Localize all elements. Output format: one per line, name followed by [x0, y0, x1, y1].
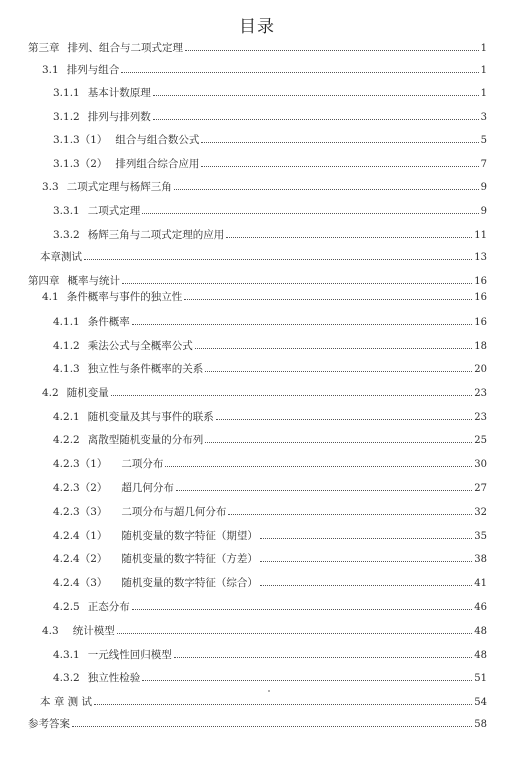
toc-entry-number: 4.2.2: [53, 434, 80, 446]
toc-entry-label: 随机变量及其与事件的联系: [87, 411, 214, 423]
toc-entry-number: 4.2.3（2）: [53, 482, 108, 494]
toc-leader-dots: [195, 348, 473, 349]
toc-entry-number: 第四章: [28, 275, 60, 287]
toc-entry-4-2-3-3[interactable]: [53, 505, 487, 520]
toc-entry-number: 4.2.4（1）: [53, 530, 108, 542]
toc-leader-dots: [201, 142, 478, 143]
toc-entry-label: 组合与组合数公式: [115, 134, 200, 146]
toc-page-number: 32: [474, 507, 487, 518]
page-title: 目录: [239, 17, 275, 37]
toc-entry-label: 独立性与条件概率的关系: [87, 363, 204, 375]
toc-leader-dots: [132, 609, 473, 610]
toc-entry-label: 排列与组合: [66, 64, 120, 76]
toc-leader-dots: [121, 72, 478, 73]
toc-page-number: 5: [480, 135, 487, 146]
toc-entry-number: 4.2.4（3）: [53, 577, 108, 589]
toc-leader-dots: [216, 419, 473, 420]
toc-entry-label: 参考答案: [28, 718, 70, 730]
toc-page-number: 41: [474, 578, 487, 589]
toc-entry-number: 3.1.2: [53, 111, 80, 123]
toc-entry-chapter-4[interactable]: [28, 274, 487, 289]
toc-entry-number: 4.2.4（2）: [53, 553, 108, 565]
toc-page-number: 3: [480, 112, 487, 123]
toc-entry-label: 本 章 测 试: [40, 696, 93, 708]
toc-page-number: 38: [474, 554, 487, 565]
toc-entry-4-2-3-1[interactable]: [53, 457, 487, 472]
toc-entry-4-1[interactable]: [42, 290, 487, 305]
toc-leader-dots: [122, 283, 472, 284]
toc-entry-label: 统计模型: [72, 625, 115, 637]
toc-entry-chapter-4-test[interactable]: [40, 695, 487, 710]
toc-entry-4-2[interactable]: [42, 386, 487, 401]
toc-entry-label: 随机变量: [66, 387, 109, 399]
toc-entry-label: 本章测试: [40, 251, 82, 263]
toc-entry-label: 概率与统计: [67, 275, 120, 287]
toc-entry-label: 随机变量的数字特征（综合）: [121, 577, 258, 589]
toc-entry-4-2-4-2[interactable]: [53, 552, 487, 567]
toc-page-number: 16: [474, 317, 487, 328]
toc-entry-3-1-3-1[interactable]: [53, 133, 487, 148]
toc-entry-label: 一元线性回归模型: [87, 649, 172, 661]
toc-entry-label: 超几何分布: [121, 482, 174, 494]
toc-entry-4-2-2[interactable]: [53, 433, 487, 448]
toc-page-number: 25: [474, 435, 487, 446]
toc-entry-4-3[interactable]: [42, 624, 487, 639]
toc-leader-dots: [153, 119, 479, 120]
toc-leader-dots: [176, 490, 472, 491]
toc-leader-dots: [184, 299, 472, 300]
toc-leader-dots: [226, 237, 472, 238]
toc-entry-label: 排列与排列数: [87, 111, 151, 123]
toc-page-number: 9: [480, 182, 487, 193]
toc-page-number: 23: [474, 412, 487, 423]
toc-page-number: 1: [480, 65, 487, 76]
toc-entry-number: 第三章: [28, 42, 60, 54]
toc-entry-number: 4.3.2: [53, 672, 80, 684]
toc-entry-4-2-3-2[interactable]: [53, 481, 487, 496]
toc-page-number: 9: [480, 206, 487, 217]
toc-leader-dots: [205, 442, 472, 443]
toc-entry-number: 4.2.5: [53, 601, 80, 613]
toc-entry-number: 4.3: [42, 625, 59, 637]
toc-entry-label: 排列、组合与二项式定理: [67, 42, 183, 54]
toc-entry-3-3-1[interactable]: [53, 204, 487, 219]
toc-entry-label: 随机变量的数字特征（期望）: [121, 530, 258, 542]
toc-leader-dots: [111, 395, 473, 396]
scan-speck: [268, 690, 270, 692]
toc-entry-4-1-1[interactable]: [53, 315, 487, 330]
toc-page-number: 35: [474, 531, 487, 542]
toc-entry-number: 4.2.3（3）: [53, 506, 108, 518]
toc-leader-dots: [260, 585, 472, 586]
toc-leader-dots: [132, 324, 473, 325]
toc-entry-3-1[interactable]: [42, 63, 487, 78]
toc-page-number: 11: [474, 230, 487, 241]
toc-entry-3-1-2[interactable]: [53, 110, 487, 125]
toc-entry-number: 4.2.1: [53, 411, 80, 423]
toc-entry-label: 二项式定理与杨辉三角: [66, 181, 172, 193]
toc-entry-label: 随机变量的数字特征（方差）: [121, 553, 258, 565]
toc-entry-label: 基本计数原理: [87, 87, 151, 99]
toc-page-number: 48: [474, 650, 487, 661]
toc-entry-3-1-1[interactable]: [53, 86, 487, 101]
toc-entry-4-2-4-3[interactable]: [53, 576, 487, 591]
toc-page-number: 54: [474, 697, 487, 708]
toc-entry-answers[interactable]: [28, 717, 487, 732]
toc-leader-dots: [142, 213, 478, 214]
toc-leader-dots: [165, 466, 472, 467]
toc-entry-4-3-1[interactable]: [53, 648, 487, 663]
toc-entry-3-1-3-2[interactable]: [53, 157, 487, 172]
toc-entry-label: 独立性检验: [87, 672, 141, 684]
toc-page-number: 18: [474, 341, 487, 352]
toc-entry-4-2-1[interactable]: [53, 410, 487, 425]
toc-page-number: 51: [474, 673, 487, 684]
toc-entry-number: 3.1.1: [53, 87, 80, 99]
toc-entry-3-3-2[interactable]: [53, 228, 487, 243]
toc-leader-dots: [205, 371, 472, 372]
toc-leader-dots: [174, 657, 473, 658]
toc-entry-number: 3.1.3（2）: [53, 158, 108, 170]
toc-entry-label: 杨辉三角与二项式定理的应用: [87, 229, 225, 241]
toc-entry-number: 4.2: [42, 387, 59, 399]
toc-entry-label: 正态分布: [87, 601, 130, 613]
toc-page-number: 23: [474, 388, 487, 399]
toc-entry-label: 乘法公式与全概率公式: [87, 340, 193, 352]
toc-entry-number: 4.1: [42, 291, 59, 303]
toc-leader-dots: [117, 633, 473, 634]
toc-page-number: 48: [474, 626, 487, 637]
toc-entry-4-2-5[interactable]: [53, 600, 487, 615]
toc-leader-dots: [260, 538, 472, 539]
toc-entry-number: 4.2.3（1）: [53, 458, 108, 470]
toc-leader-dots: [174, 189, 479, 190]
toc-entry-number: 4.3.1: [53, 649, 80, 661]
toc-entry-3-3[interactable]: [42, 180, 487, 195]
toc-leader-dots: [72, 726, 472, 727]
toc-page-number: 1: [480, 43, 487, 54]
toc-leader-dots: [84, 259, 472, 260]
toc-page-number: 7: [480, 159, 487, 170]
toc-entry-label: 离散型随机变量的分布列: [87, 434, 204, 446]
toc-page-number: 16: [474, 276, 487, 287]
toc-page-number: 16: [474, 292, 487, 303]
toc-entry-number: 4.1.2: [53, 340, 80, 352]
toc-entry-4-3-2[interactable]: [53, 671, 487, 686]
toc-leader-dots: [228, 514, 472, 515]
toc-page-number: 30: [474, 459, 487, 470]
toc-leader-dots: [201, 166, 478, 167]
toc-page-number: 27: [474, 483, 487, 494]
toc-entry-label: 二项式定理: [87, 205, 141, 217]
toc-entry-label: 条件概率与事件的独立性: [66, 291, 183, 303]
toc-entry-number: 3.1: [42, 64, 59, 76]
toc-entry-chapter-3[interactable]: [28, 41, 487, 56]
toc-entry-number: 3.1.3（1）: [53, 134, 108, 146]
toc-entry-4-1-3[interactable]: [53, 362, 487, 377]
toc-page-number: 46: [474, 602, 487, 613]
toc-entry-number: 3.3.2: [53, 229, 80, 241]
toc-entry-4-2-4-1[interactable]: [53, 529, 487, 544]
toc-page-number: 20: [474, 364, 487, 375]
toc-entry-number: 3.3.1: [53, 205, 80, 217]
toc-leader-dots: [260, 561, 472, 562]
toc-page-number: 58: [474, 719, 487, 730]
toc-page-number: 13: [474, 252, 487, 263]
toc-leader-dots: [185, 50, 479, 51]
toc-entry-label: 二项分布: [121, 458, 164, 470]
toc-page-number: 1: [480, 88, 487, 99]
toc-entry-label: 排列组合综合应用: [115, 158, 200, 170]
toc-leader-dots: [94, 704, 472, 705]
toc-entry-number: 4.1.1: [53, 316, 80, 328]
toc-entry-label: 二项分布与超几何分布: [121, 506, 227, 518]
toc-entry-number: 3.3: [42, 181, 59, 193]
toc-leader-dots: [153, 95, 479, 96]
toc-entry-number: 4.1.3: [53, 363, 80, 375]
toc-entry-label: 条件概率: [87, 316, 130, 328]
toc-entry-chapter-3-test[interactable]: [40, 250, 487, 265]
toc-entry-4-1-2[interactable]: [53, 339, 487, 354]
toc-leader-dots: [142, 680, 472, 681]
